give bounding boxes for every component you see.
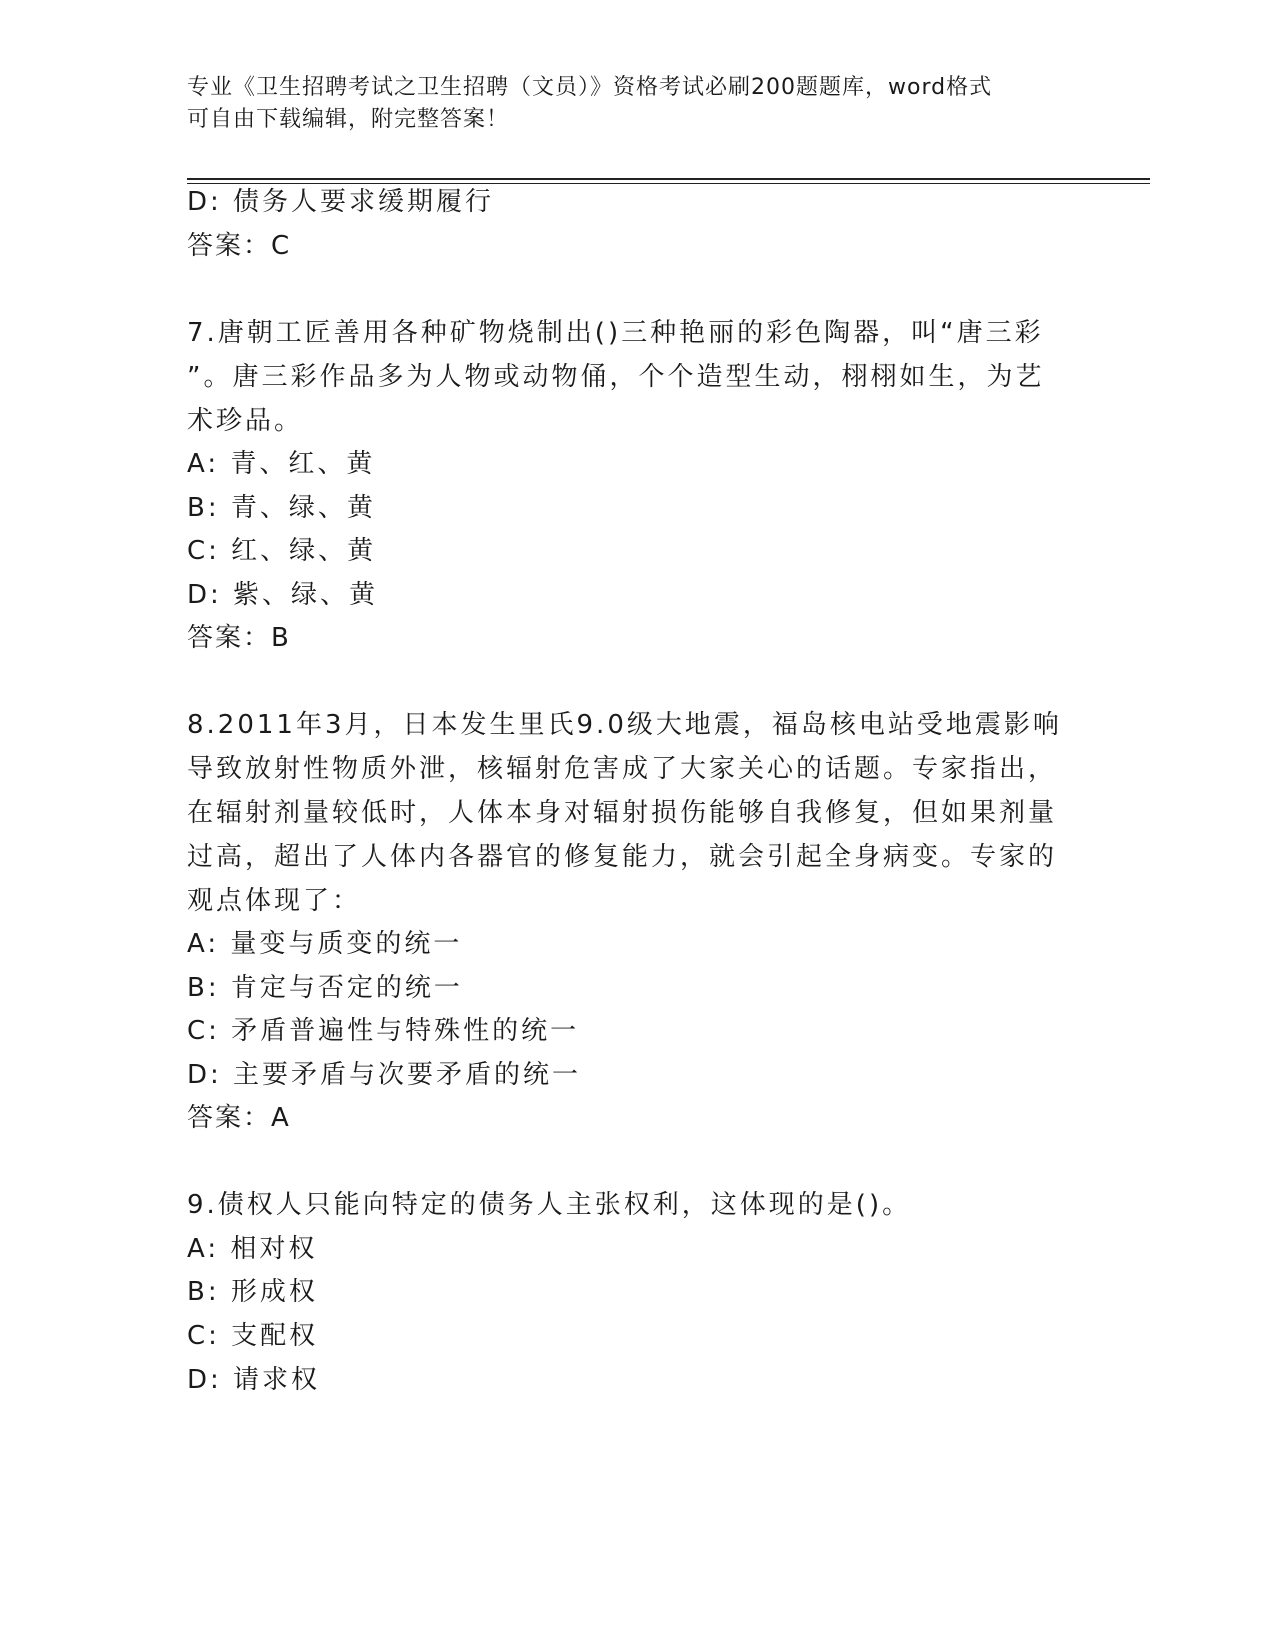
q7-answer: 答案：B [187,623,291,653]
q9-option-c: C: 支配权 [187,1321,319,1351]
q8-stem-line-2: 导致放射性物质外泄，核辐射危害成了大家关心的话题。专家指出， [187,754,1058,784]
q7-option-a: A: 青、红、黄 [187,449,376,479]
q7-option-d: D: 紫、绿、黄 [187,580,379,610]
q9-option-d: D: 请求权 [187,1365,321,1395]
q6-option-d: D: 债务人要求缓期履行 [187,187,495,217]
q7-stem-line-2: ”。唐三彩作品多为人物或动物俑，个个造型生动，栩栩如生，为艺 [187,362,1045,392]
q8-answer: 答案：A [187,1103,291,1133]
q8-stem-line-4: 过高，超出了人体内各器官的修复能力，就会引起全身病变。专家的 [187,842,1058,872]
q7-stem-line-3: 术珍品。 [187,406,304,436]
q8-option-c: C: 矛盾普遍性与特殊性的统一 [187,1016,580,1046]
page-header [187,72,1067,136]
header-title-line-1: 专业《卫生招聘考试之卫生招聘（文员）》资格考试必刷200题题库，word格式 [187,75,993,100]
q9-stem-line-1: 9.债权人只能向特定的债务人主张权利，这体现的是()。 [187,1190,912,1220]
q6-answer: 答案：C [187,231,292,261]
q9-option-a: A: 相对权 [187,1234,318,1264]
q7-stem-line-1: 7.唐朝工匠善用各种矿物烧制出()三种艳丽的彩色陶器，叫“唐三彩 [187,318,1044,348]
q9-option-b: B: 形成权 [187,1277,318,1307]
q8-option-b: B: 肯定与否定的统一 [187,973,463,1003]
q8-stem-line-3: 在辐射剂量较低时，人体本身对辐射损伤能够自我修复，但如果剂量 [187,798,1058,828]
q8-stem-line-1: 8.2011年3月，日本发生里氏9.0级大地震，福岛核电站受地震影响 [187,710,1062,740]
q7-option-c: C: 红、绿、黄 [187,536,377,566]
q7-option-b: B: 青、绿、黄 [187,493,376,523]
header-title-line-2: 可自由下载编辑，附完整答案！ [187,107,510,132]
q8-option-d: D: 主要矛盾与次要矛盾的统一 [187,1060,582,1090]
q8-option-a: A: 量变与质变的统一 [187,929,463,959]
q8-stem-line-5: 观点体现了： [187,886,362,916]
